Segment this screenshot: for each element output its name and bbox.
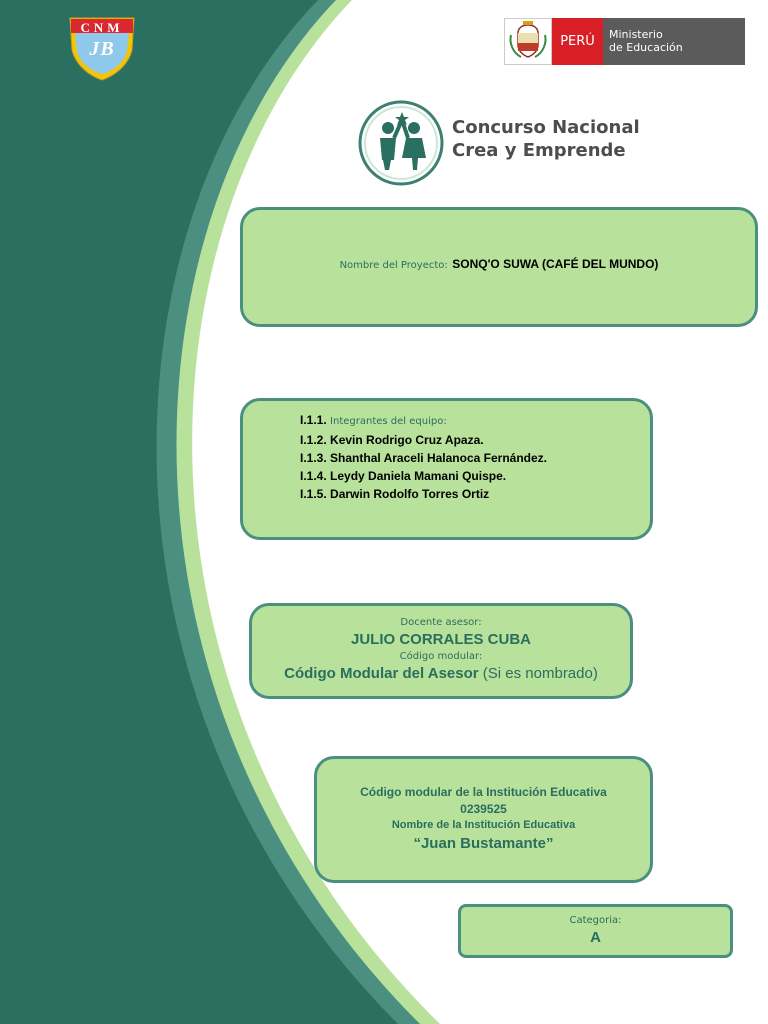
team-member-name: Leydy Daniela Mamani Quispe. — [330, 469, 507, 483]
institution-code: 0239525 — [460, 802, 507, 816]
institution-name-label: Nombre de la Institución Educativa — [391, 819, 576, 831]
institution-box — [314, 756, 653, 883]
contest-line-1: Concurso Nacional — [452, 117, 640, 138]
team-item-5-num: I.1.5. — [300, 487, 327, 501]
category-value: A — [590, 929, 601, 946]
team-item-2-num: I.1.2. — [300, 433, 327, 447]
institution-content — [317, 784, 650, 855]
project-box — [240, 207, 758, 327]
team-item-2 — [300, 431, 650, 449]
team-box — [240, 398, 653, 540]
institution-name: “Juan Bustamante” — [413, 835, 554, 852]
team-item-3 — [300, 449, 650, 467]
cnm-school-logo — [66, 14, 138, 82]
project-line — [243, 255, 755, 273]
coat-of-arms-icon — [505, 19, 551, 64]
peru-label: PERÚ — [552, 18, 603, 65]
project-label: Nombre del Proyecto: — [339, 260, 448, 271]
team-item-3-num: I.1.3. — [300, 451, 327, 465]
two-children-icon — [358, 100, 444, 186]
ministry-logo — [504, 18, 745, 65]
team-item-4 — [300, 467, 650, 485]
advisor-label: Docente asesor: — [400, 617, 482, 628]
contest-logo — [358, 100, 658, 186]
contest-line-2: Crea y Emprende — [452, 140, 626, 161]
advisor-box — [249, 603, 633, 699]
ministry-line-1: Ministerio — [609, 28, 663, 41]
advisor-code-note: (Si es nombrado) — [482, 665, 598, 682]
advisor-content — [252, 616, 630, 685]
advisor-code-label: Código modular: — [399, 651, 483, 662]
team-list — [300, 411, 650, 503]
project-name: SONQ'O SUWA (CAFÉ DEL MUNDO) — [452, 257, 659, 271]
category-box — [458, 904, 733, 958]
team-item-1-num: I.1.1. — [300, 413, 327, 427]
peru-coat-of-arms — [504, 18, 552, 65]
team-member-name: Darwin Rodolfo Torres Ortiz — [330, 487, 490, 501]
cnm-initials: JB — [89, 38, 115, 60]
advisor-code-value: Código Modular del Asesor — [284, 665, 479, 682]
ministry-line-2: de Educación — [609, 41, 683, 54]
cnm-letters: CNM — [80, 20, 124, 35]
team-header: Integrantes del equipo: — [330, 416, 447, 427]
category-label: Categoria: — [569, 915, 622, 926]
team-item-1 — [300, 411, 650, 431]
team-member-name: Kevin Rodrigo Cruz Apaza. — [330, 433, 484, 447]
advisor-name: JULIO CORRALES CUBA — [350, 631, 531, 648]
institution-code-label: Código modular de la Institución Educativa — [360, 785, 607, 799]
team-item-4-num: I.1.4. — [300, 469, 327, 483]
team-member-name: Shanthal Araceli Halanoca Fernández. — [330, 451, 547, 465]
advisor-code-line — [252, 663, 630, 685]
team-item-5 — [300, 485, 650, 503]
category-content — [461, 914, 730, 948]
ministry-label — [603, 18, 745, 65]
